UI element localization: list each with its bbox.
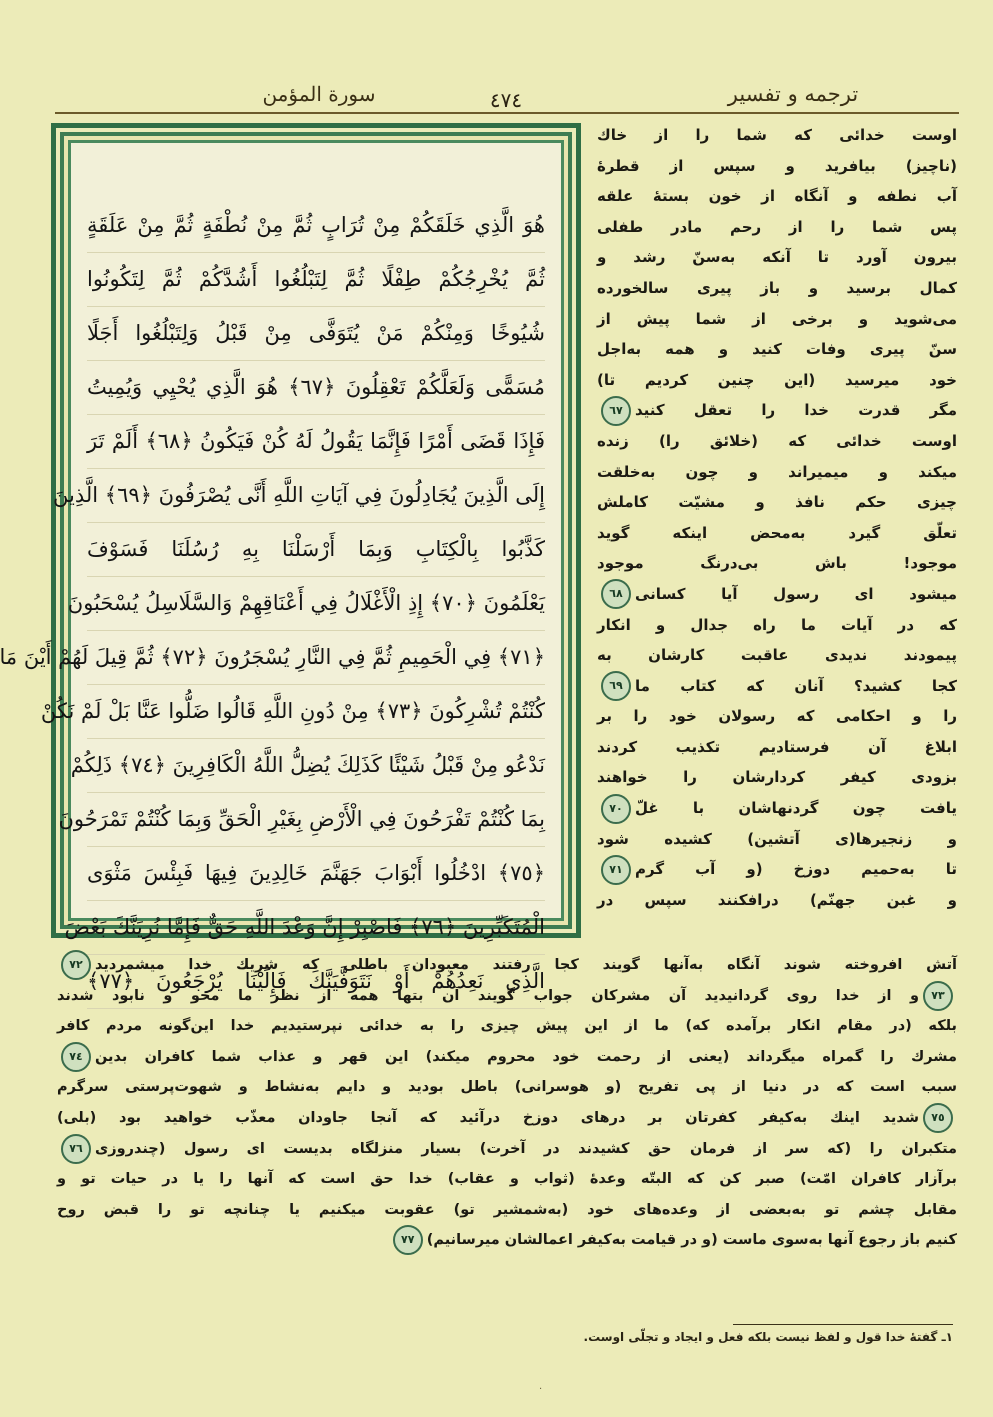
translation-line: موجود! باش بی‌درنگ موجود (597, 554, 957, 573)
footnote: ۱ـ گفتهٔ خدا قول و لفظ نیست بلکه فعل و ایجاد و تجلّی اوست. (583, 1330, 953, 1344)
translation-column (597, 120, 957, 915)
translation-line: چیزی حکم نافذ و مشیّت کاملش (597, 493, 957, 512)
translation-line: و غبن جهنّم) درافکنند سپس در (597, 890, 957, 909)
quran-line: نَدْعُو مِنْ قَبْلُ شَيْئًا كَذَلِكَ يُضِلُّ اللَّهُ الْكَافِرِينَ ﴿٧٤﴾ ذَلِكُمْ (87, 739, 545, 793)
running-title: ترجمه و تفسیر (727, 82, 859, 106)
translation-text: یافت چون گردنهاشان با غلّ (635, 799, 957, 818)
translation-line: میکند و میمیراند و چون به‌خلقت (597, 462, 957, 481)
translation-line: تعلّق گیرد به‌محض اینکه گوید (597, 523, 957, 542)
translation-line (597, 395, 957, 426)
translation-text: مگر قدرت خدا را تعقل کنید (635, 401, 957, 420)
translation-text: و از خدا روی گردانیدید آن مشرکان جواب گویند آن بتها همه از نظر ما محو و نابود شدند (57, 987, 919, 1004)
translation-text: آتش افروخته شوند آنگاه به‌آنها گویند کجا رفتند معبودان باطلی که شریك خدا میشمردید (95, 957, 957, 973)
translation-line: بلکه (در مقام انکار برآمده که) ما از این پیش چیزی را به خدائی نپرستیدیم خدا این‌گونه مردم کافر (57, 1018, 957, 1035)
translation-line: آب نطفه و آنگاه از خون بستهٔ علقه (597, 187, 957, 206)
translation-text: مشرك را گمراه میگرداند (یعنی از رحمت خود محروم میکند) این قهر و عذاب شما کافران بدین (95, 1048, 957, 1065)
quran-line: فَإِذَا قَضَى أَمْرًا فَإِنَّمَا يَقُولُ لَهُ كُنْ فَيَكُونُ ﴿٦٨﴾ أَلَمْ تَرَ (87, 415, 545, 469)
translation-line (57, 1225, 957, 1256)
verse-number-marker: ٦٧ (601, 396, 631, 426)
translation-text: شدید اینك به‌کیفر کفرتان بر درهای دوزخ درآئید که آنجا جاودان معذّب خواهید بود (بلی) (57, 1109, 919, 1126)
translation-line: بزودی کیفر کردارشان را خواهند (597, 768, 957, 787)
translation-text: کنیم باز رجوع آنها به‌سوی ماست (و در قیامت به‌کیفر اعمالشان میرسانیم) (426, 1232, 957, 1249)
verse-number-marker: ٧٠ (601, 794, 631, 824)
quran-line: الَّذِي نَعِدُهُمْ أَوْ نَتَوَفَّيَنَّكَ فَإِلَيْنَا يُرْجَعُونَ ﴿٧٧﴾ (87, 955, 545, 1009)
quran-line: كَذَّبُوا بِالْكِتَابِ وَبِمَا أَرْسَلْنَا بِهِ رُسُلَنَا فَسَوْفَ (87, 523, 545, 577)
translation-line: که در آیات ما راه جدال و انکار (597, 615, 957, 634)
verse-number-marker: ٧٢ (61, 950, 91, 980)
quran-line: بِمَا كُنْتُمْ تَفْرَحُونَ فِي الْأَرْضِ بِغَيْرِ الْحَقِّ وَبِمَا كُنْتُمْ تَمْرَحُونَ (87, 793, 545, 847)
translation-line (57, 1042, 957, 1073)
translation-line: خود میرسید (این چنین کردیم تا) (597, 370, 957, 389)
quran-line: هُوَ الَّذِي خَلَقَكُمْ مِنْ تُرَابٍ ثُمَّ مِنْ نُطْفَةٍ ثُمَّ مِنْ عَلَقَةٍ (87, 199, 545, 253)
translation-line (57, 950, 957, 981)
verse-number-marker: ٧٦ (61, 1134, 91, 1164)
quran-line: الْمُتَكَبِّرِينَ ﴿٧٦﴾ فَاصْبِرْ إِنَّ وَعْدَ اللَّهِ حَقٌّ فَإِمَّا نُرِيَنَّكَ بَعْضَ (87, 901, 545, 955)
translation-line: می‌شوید و برخی از شما پیش از (597, 309, 957, 328)
surah-title: سورة المؤمن (262, 82, 376, 106)
translation-line: برآزار کافران امّت) صبر کن که البتّه وعدهٔ (ثواب و عقاب) خدا حق است که آنها را یا در حیات تو و (57, 1171, 957, 1188)
translation-text: میشود ای رسول آیا کسانی (635, 584, 957, 603)
verse-number-marker: ٦٨ (601, 579, 631, 609)
translation-line: کمال برسید و باز پیری سالخورده (597, 278, 957, 297)
quran-line: كُنْتُمْ تُشْرِكُونَ ﴿٧٣﴾ مِنْ دُونِ اللَّهِ قَالُوا ضَلُّوا عَنَّا بَلْ لَمْ نَكُنْ (87, 685, 545, 739)
translation-line: ابلاغ آن فرستادیم تکذیب کردند (597, 737, 957, 756)
verse-number-marker: ٧١ (601, 855, 631, 885)
translation-line: (ناچیز) بیافرید و سپس از قطرهٔ (597, 156, 957, 175)
translation-text: تا به‌حمیم دوزخ (و آب گرم (635, 860, 957, 879)
translation-line: اوست خدائی که (خلائق را) زنده (597, 431, 957, 450)
translation-text: متکبران را (که سر از فرمان حق کشیدند در آخرت) بسیار منزلگاه بدیست ای رسول (چندروزی (95, 1140, 957, 1157)
verse-number-marker: ٧٤ (61, 1042, 91, 1072)
translation-line: مقابل چشم تو به‌بعضی از وعده‌های خود (به‌شمشیر تو) عقوبت میکنیم یا چنانچه تو را قبض روح (57, 1201, 957, 1218)
translation-line (597, 793, 957, 824)
translation-line: پس شما را از رحم مادر طفلی (597, 217, 957, 236)
translation-line (597, 854, 957, 885)
translation-line: سنّ پیری وفات کنید و همه به‌اجل (597, 340, 957, 359)
verse-number-marker: ٧٣ (923, 981, 953, 1011)
translation-line: سبب است که در دنیا از پی تفریح (و هوسرانی) باطل بودید و دایم به‌نشاط و شهوت‌پرستی سرگرم (57, 1079, 957, 1096)
translation-line: پیمودند ندیدی عاقبت کارشان به (597, 646, 957, 665)
verse-number-marker: ٦٩ (601, 671, 631, 701)
translation-line (597, 671, 957, 702)
footnote-rule (733, 1324, 953, 1325)
translation-line: اوست خدائی که شما را از خاك (597, 126, 957, 144)
translation-line: را و احکامی که رسولان خود را بر (597, 707, 957, 726)
translation-line: بیرون آورد تا آنکه به‌سنّ رشد و (597, 248, 957, 267)
translation-line: و زنجیرها(ی آتشین) کشیده شود (597, 829, 957, 848)
quran-line: ثُمَّ يُخْرِجُكُمْ طِفْلًا ثُمَّ لِتَبْلُغُوا أَشُدَّكُمْ ثُمَّ لِتَكُونُوا (87, 253, 545, 307)
translation-full-width (57, 950, 957, 1256)
page-speck: · (539, 1384, 543, 1395)
header-rule (55, 112, 959, 114)
translation-text: کجا کشید؟ آنان که کتاب ما (635, 676, 957, 695)
quran-line: مُسَمًّى وَلَعَلَّكُمْ تَعْقِلُونَ ﴿٦٧﴾ هُوَ الَّذِي يُحْيِي وَيُمِيتُ (87, 361, 545, 415)
quran-line: ﴿٧٥﴾ ادْخُلُوا أَبْوَابَ جَهَنَّمَ خَالِدِينَ فِيهَا فَبِئْسَ مَثْوَى (87, 847, 545, 901)
verse-number-marker: ٧٥ (923, 1103, 953, 1133)
quran-line: إِلَى الَّذِينَ يُجَادِلُونَ فِي آيَاتِ اللَّهِ أَنَّى يُصْرَفُونَ ﴿٦٩﴾ الَّذِينَ (87, 469, 545, 523)
quran-line: شُيُوخًا وَمِنْكُمْ مَنْ يُتَوَفَّى مِنْ قَبْلُ وَلِتَبْلُغُوا أَجَلًا (87, 307, 545, 361)
translation-line (57, 981, 957, 1012)
quran-line: يَعْلَمُونَ ﴿٧٠﴾ إِذِ الْأَغْلَالُ فِي أَعْنَاقِهِمْ وَالسَّلَاسِلُ يُسْحَبُونَ (87, 577, 545, 631)
translation-line (57, 1103, 957, 1134)
page-number: ٤٧٤ (489, 88, 523, 112)
quran-line: ﴿٧١﴾ فِي الْحَمِيمِ ثُمَّ فِي النَّارِ يُسْجَرُونَ ﴿٧٢﴾ ثُمَّ قِيلَ لَهُمْ أَيْنَ مَا (87, 631, 545, 685)
verse-number-marker: ٧٧ (393, 1225, 423, 1255)
translation-line (57, 1134, 957, 1165)
translation-line (597, 579, 957, 610)
